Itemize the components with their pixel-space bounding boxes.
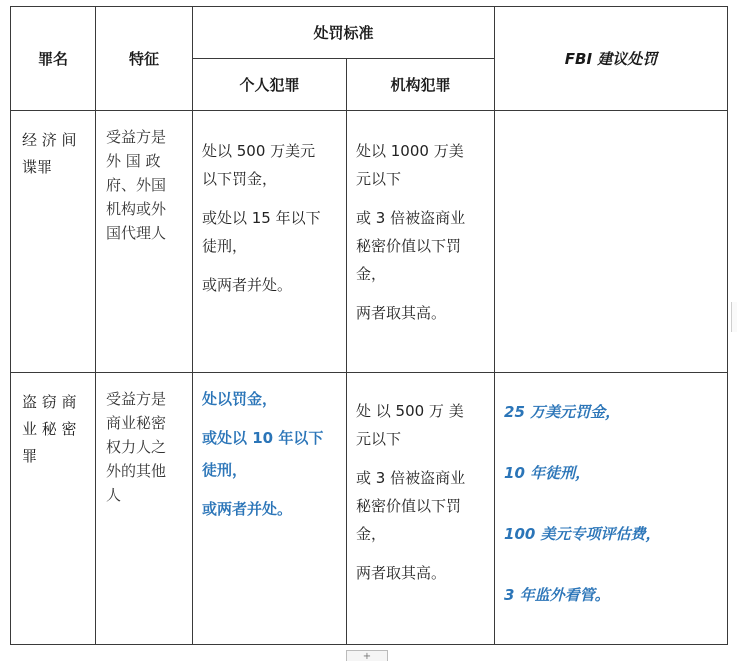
feature-cell (96, 111, 193, 373)
penalty-line: 秘密价值以下罚 (356, 237, 462, 255)
feature-line: 受益方是 (106, 128, 167, 146)
penalty-line: 两者取其高。 (356, 304, 447, 322)
feature-line: 机构或外 (106, 200, 167, 218)
crime-name-line: 经 济 间 (22, 131, 77, 149)
penalty-line: 或 3 倍被盗商业 (356, 469, 466, 487)
fbi-penalty-line: 25 万美元罚金， (504, 403, 621, 421)
crime-name-line: 业 秘 密 (22, 420, 77, 438)
feature-line: 商业秘密 (106, 414, 167, 432)
penalty-line: 元以下 (356, 170, 402, 188)
feature-line: 国代理人 (106, 224, 167, 242)
feature-cell (96, 373, 193, 645)
header-crime-name: 罪名 (11, 7, 96, 111)
crime-name-cell (11, 373, 96, 645)
fbi-penalty-cell (495, 373, 728, 645)
individual-penalty-cell (193, 111, 347, 373)
individual-penalty-cell (193, 373, 347, 645)
penalty-line: 处 以 500 万 美 (356, 402, 464, 420)
penalty-line: 两者取其高。 (356, 564, 447, 582)
feature-line: 受益方是 (106, 390, 167, 408)
penalty-line: 处以罚金， (202, 390, 278, 408)
penalty-line: 或两者并处。 (202, 276, 293, 294)
penalty-line: 处以 1000 万美 (356, 142, 464, 160)
penalty-line: 或 3 倍被盗商业 (356, 209, 466, 227)
crime-name-line: 盗 窃 商 (22, 393, 77, 411)
table-row (11, 111, 728, 373)
fbi-penalty-cell (495, 111, 728, 373)
penalty-line: 金， (356, 525, 387, 543)
header-feature: 特征 (96, 7, 193, 111)
header-organization: 机构犯罪 (347, 59, 495, 111)
feature-line: 府、外国 (106, 176, 167, 194)
organization-penalty-cell (347, 111, 495, 373)
crime-name-cell (11, 111, 96, 373)
fbi-penalty-line: 3 年监外看管。 (504, 586, 610, 604)
penalty-line: 或处以 15 年以下 (202, 209, 321, 227)
penalty-line: 以下罚金， (202, 170, 278, 188)
penalty-line: 或处以 10 年以下 (202, 429, 324, 447)
penalty-line: 或两者并处。 (202, 500, 293, 518)
feature-line: 外的其他 (106, 462, 167, 480)
fbi-penalty-line: 10 年徒刑， (504, 464, 591, 482)
table-row (11, 373, 728, 645)
penalty-line: 徒刑， (202, 237, 248, 255)
penalty-line: 秘密价值以下罚 (356, 497, 462, 515)
feature-line: 人 (106, 486, 122, 504)
fbi-penalty-line: 100 美元专项评估费， (504, 525, 661, 543)
penalty-table (10, 6, 728, 645)
feature-line: 外 国 政 (106, 152, 161, 170)
header-penalty-standard: 处罚标准 (193, 7, 495, 59)
penalty-line: 处以 500 万美元 (202, 142, 316, 160)
penalty-line: 徒刑， (202, 461, 248, 479)
add-row-button[interactable]: + (346, 650, 388, 661)
crime-name-line: 罪 (22, 447, 38, 465)
penalty-line: 金， (356, 265, 387, 283)
header-individual: 个人犯罪 (193, 59, 347, 111)
column-resize-marker[interactable] (731, 302, 737, 332)
feature-line: 权力人之 (106, 438, 167, 456)
header-fbi: FBI 建议处罚 (495, 7, 728, 111)
organization-penalty-cell (347, 373, 495, 645)
penalty-line: 元以下 (356, 430, 402, 448)
crime-name-line: 谍罪 (22, 158, 53, 176)
